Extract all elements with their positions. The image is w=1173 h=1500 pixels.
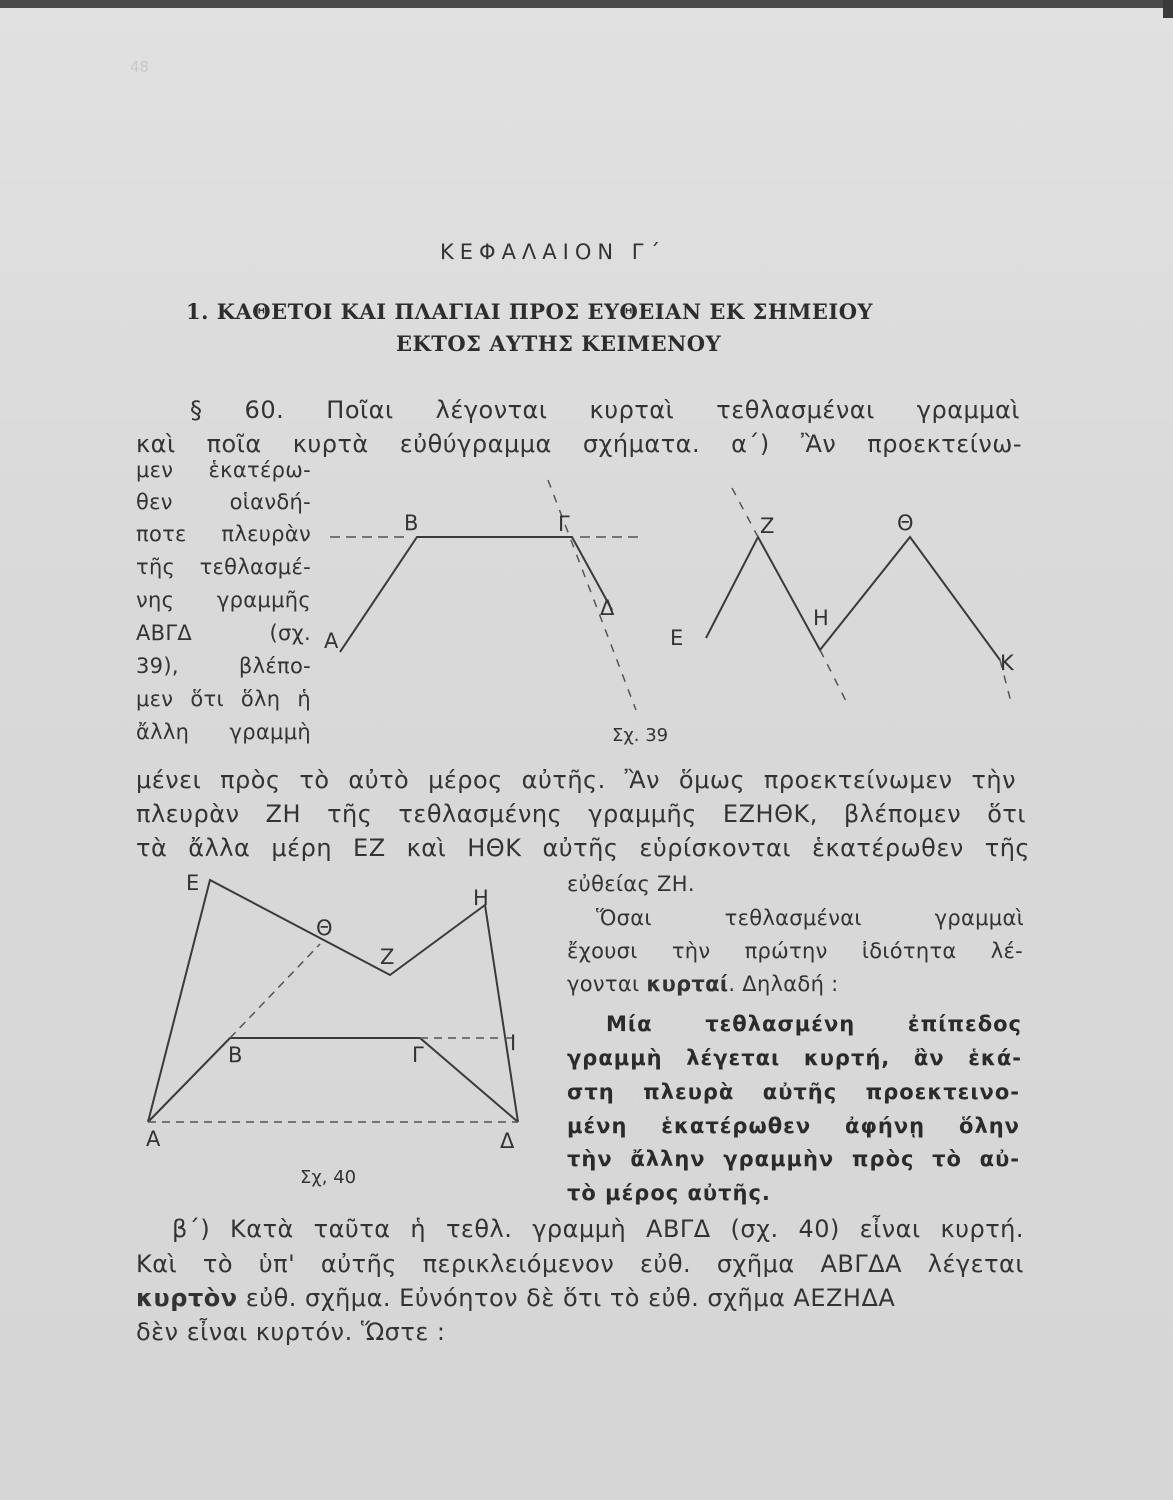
side-line: ποτε πλευρὰν bbox=[136, 522, 311, 546]
fig39-caption: Σχ. 39 bbox=[612, 725, 669, 746]
side-line: μεν ἑκατέρω- bbox=[136, 458, 311, 482]
paragraph-60-cont: τὰ ἄλλα μέρη ΕΖ καὶ ΗΘΚ αὐτῆς εὑρίσκονται ἑκατέρωθεν τῆς bbox=[136, 834, 1030, 862]
side-line: 39), βλέπο- bbox=[136, 654, 311, 678]
fig39-label: Β bbox=[404, 511, 419, 535]
chapter-title: ΚΕΦΑΛΑΙΟΝ Γ΄ bbox=[440, 240, 666, 264]
fig40-caption: Σχ, 40 bbox=[300, 1167, 357, 1188]
section-title-text: ΚΑΘΕΤΟΙ ΚΑΙ ΠΛΑΓΙΑΙ ΠΡΟΣ ΕΥΘΕΙΑΝ ΕΚ ΣΗΜΕΙΟΥ bbox=[216, 299, 874, 324]
paragraph-60-cont: μένει πρὸς τὸ αὐτὸ μέρος αὐτῆς. Ἂν ὅμως προεκτείνωμεν τὴν bbox=[136, 766, 1016, 794]
fig40-diagonal-b-th bbox=[230, 944, 320, 1038]
page-number: 48 bbox=[130, 58, 150, 76]
definition-line: τὴν ἄλλην γραμμὴν πρὸς τὸ αὐ- bbox=[567, 1147, 1020, 1171]
fig40-label: Δ bbox=[500, 1129, 515, 1153]
fig40-label: Ζ bbox=[380, 945, 395, 969]
side-line: θεν οἱανδή- bbox=[136, 490, 311, 514]
paragraph-b-line: δὲν εἶναι κυρτόν. Ὥστε : bbox=[136, 1318, 446, 1346]
paragraph-b-line: Καὶ τὸ ὑπ' αὐτῆς περικλειόμενον εὐθ. σχῆμα ΑΒΓΔΑ λέγεται bbox=[136, 1250, 1024, 1278]
fig39-label: Ζ bbox=[760, 514, 775, 538]
fig39-label: Θ bbox=[897, 511, 914, 535]
fig39-label: Α bbox=[324, 629, 339, 653]
fig40-label: Β bbox=[228, 1043, 243, 1067]
bold-term-kyrtai: κυρταί bbox=[646, 972, 729, 996]
text-run: γονται bbox=[567, 972, 647, 996]
side-line: νης γραμμῆς bbox=[136, 588, 311, 612]
paragraph-60-line2: καὶ ποῖα κυρτὰ εὐθύγραμμα σχήματα. α΄) Ἂν προεκτείνω- bbox=[136, 430, 1022, 458]
text-run: εὐθ. σχῆμα. Εὐνόητον δὲ ὅτι τὸ εὐθ. σχῆμα ΑΕΖΗΔΑ bbox=[237, 1284, 896, 1312]
right-column-line: Ὅσαι τεθλασμέναι γραμμαὶ bbox=[596, 906, 1024, 930]
fig39-label: Ε bbox=[670, 626, 684, 650]
definition-line: Μία τεθλασμένη ἐπίπεδος bbox=[606, 1012, 1022, 1036]
paragraph-b-line: β΄) Κατὰ ταῦτα ἡ τεθλ. γραμμὴ ΑΒΓΔ (σχ. 40) εἶναι κυρτή. bbox=[172, 1215, 1024, 1243]
right-column-line: εὐθείας ΖΗ. bbox=[567, 872, 695, 896]
fig39-label: Η bbox=[813, 606, 829, 630]
fig39-label: Γ bbox=[558, 512, 570, 536]
right-column-line bbox=[567, 972, 839, 996]
text-run: . Δηλαδή : bbox=[728, 972, 839, 996]
fig40-label: Α bbox=[146, 1127, 161, 1151]
definition-line: μένη ἑκατέρωθεν ἀφήνῃ ὅλην bbox=[567, 1114, 1020, 1138]
section-title-line2: ΕΚΤΟΣ ΑΥΤΗΣ ΚΕΙΜΕΝΟΥ bbox=[396, 331, 722, 356]
side-line: ΑΒΓΔ (σχ. bbox=[136, 621, 311, 645]
fig40-polyline-abgd bbox=[148, 1038, 518, 1122]
paragraph-60-cont: πλευρὰν ΖΗ τῆς τεθλασμένης γραμμῆς ΕΖΗΘΚ, βλέπομεν ὅτι bbox=[136, 800, 1026, 828]
paragraph-b-line bbox=[136, 1284, 895, 1312]
side-line: μεν ὅτι ὅλη ἡ bbox=[136, 687, 311, 711]
section-number: 1. bbox=[186, 299, 209, 324]
right-column-line: ἔχουσι τὴν πρώτην ἰδιότητα λέ- bbox=[567, 939, 1023, 963]
fig40-label: Ι bbox=[510, 1031, 517, 1055]
fig39-label: Κ bbox=[1000, 651, 1014, 675]
bold-term-kyrton: κυρτὸν bbox=[136, 1284, 238, 1312]
paragraph-60-heading: § 60. Ποῖαι λέγονται κυρταὶ τεθλασμέναι γραμμαὶ bbox=[190, 396, 1020, 424]
fig40-polyline-aezhd bbox=[148, 880, 518, 1122]
fig40-label: Θ bbox=[316, 916, 333, 940]
definition-line: στη πλευρὰ αὐτῆς προεκτεινο- bbox=[567, 1080, 1020, 1104]
side-line: τῆς τεθλασμέ- bbox=[136, 555, 311, 579]
side-line: ἄλλη γραμμὴ bbox=[136, 720, 311, 744]
definition-line: τὸ μέρος αὐτῆς. bbox=[567, 1181, 771, 1205]
fig40-label: Ε bbox=[186, 871, 200, 895]
definition-line: γραμμὴ λέγεται κυρτή, ἂν ἑκά- bbox=[567, 1046, 1022, 1070]
fig40-label: Γ bbox=[412, 1043, 424, 1067]
fig39-label: Δ bbox=[600, 596, 615, 620]
fig40-label: Η bbox=[473, 886, 489, 910]
